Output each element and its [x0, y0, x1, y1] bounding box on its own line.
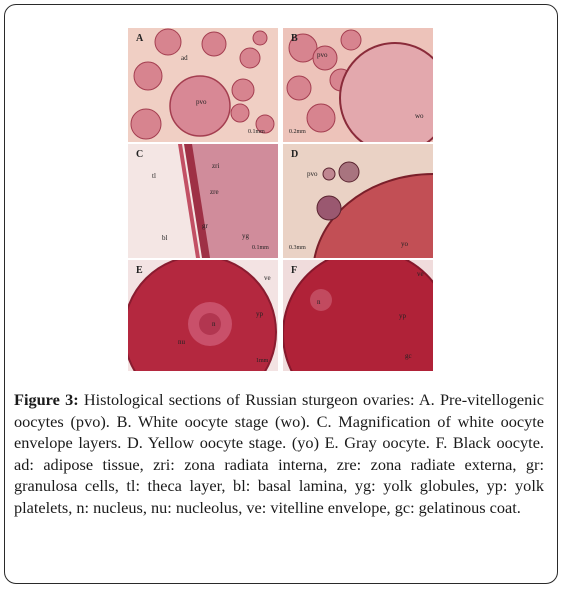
panel-label: A: [136, 33, 144, 44]
annotation-gc: gc: [405, 352, 412, 360]
figure-caption: [14, 389, 544, 519]
scale-bar-label: 0.3mm: [289, 245, 306, 251]
panel-label: E: [136, 265, 143, 276]
panel-a-micrograph: [128, 28, 278, 142]
annotation-ve: ve: [264, 274, 271, 282]
annotation-bl: bl: [162, 234, 168, 242]
annotation-pvo: pvo: [196, 98, 207, 106]
annotation-pvo: pvo: [317, 51, 328, 59]
panel-label: C: [136, 149, 144, 160]
figure-image-grid: [128, 28, 433, 371]
annotation-yg: yg: [242, 232, 249, 240]
annotation-nu: nu: [178, 338, 185, 346]
caption-text: Histological sections of Russian sturgeon ovaries: A. Pre-vitellogenic oocytes (pvo). B. White oocyte stage (wo). C. Magnification of white oocyte envelope layers. D. Yellow oocyte stage. (yo) E. Gray oocyte. F. Black oocyte. ad: adipose tissue, zri: zona radiata interna, zre: zona radiate externa, gr: granulosa cells, tl: theca layer, bl: basal lamina, yg: yolk globules, yp: yolk platelets, n: nucleus, nu: nucleolus, ve: vitelline envelope, gc: gelatinous coat.: [14, 390, 544, 517]
annotation-ad: ad: [181, 54, 188, 62]
scale-bar-label: 0.1mm: [252, 245, 269, 251]
annotation-n: n: [212, 320, 216, 328]
panel-label: F: [291, 265, 298, 276]
annotation-zri: zri: [212, 162, 220, 170]
panel-b: [283, 28, 433, 142]
figure-label: Figure 3:: [14, 390, 79, 409]
panel-label: B: [291, 33, 298, 44]
panel-d: [283, 144, 433, 258]
annotation-yo: yo: [401, 240, 408, 248]
panel-e: [128, 260, 278, 371]
annotation-tl: tl: [152, 172, 156, 180]
panel-f: [283, 260, 433, 371]
annotation-gr: gr: [202, 222, 208, 230]
scale-bar-label: 0.1mm: [248, 129, 265, 135]
annotation-pvo: pvo: [307, 170, 318, 178]
annotation-wo: wo: [415, 112, 424, 120]
panel-a: [128, 28, 278, 142]
panel-c-micrograph: [128, 144, 278, 258]
annotation-n: n: [317, 298, 321, 306]
panel-c: [128, 144, 278, 258]
annotation-yp: yp: [399, 312, 406, 320]
scale-bar-label: 0.2mm: [289, 129, 306, 135]
panel-b-micrograph: [283, 28, 433, 142]
annotation-ve: ve: [417, 270, 424, 278]
panel-d-micrograph: [283, 144, 433, 258]
annotation-zre: zre: [210, 188, 219, 196]
panel-label: D: [291, 149, 299, 160]
annotation-yp: yp: [256, 310, 263, 318]
scale-bar-label: 1mm: [256, 358, 269, 364]
